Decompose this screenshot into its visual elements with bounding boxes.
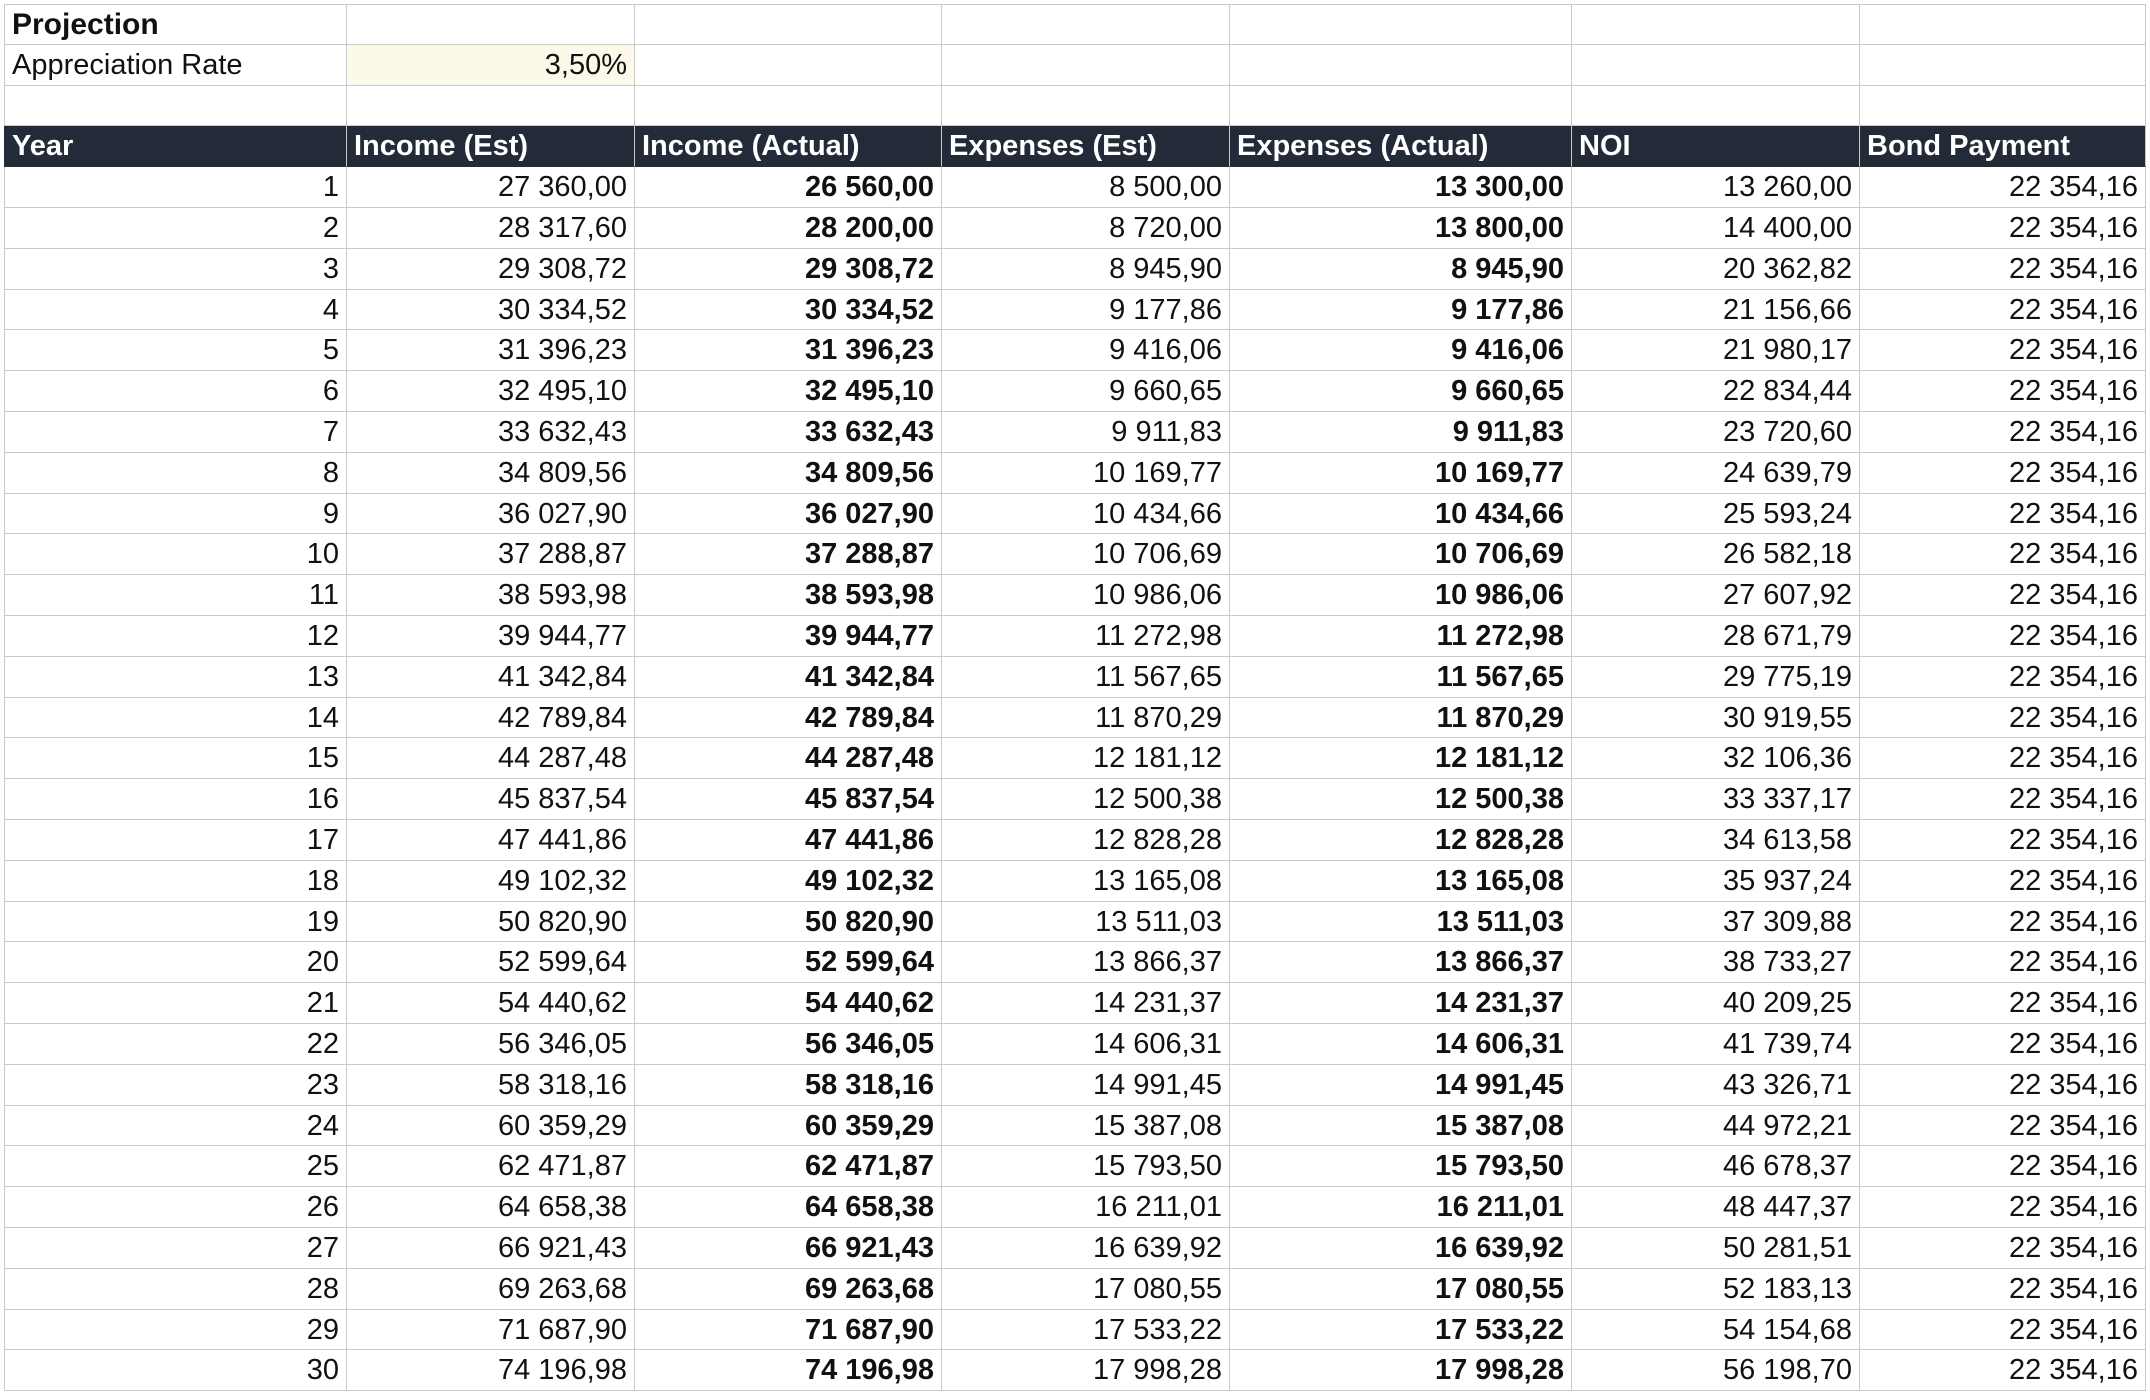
noi-cell[interactable]: 37 309,88 [1572,902,1860,943]
income-est-cell[interactable]: 36 027,90 [347,494,635,535]
expenses-est-cell[interactable]: 10 986,06 [942,575,1230,616]
expenses-actual-cell[interactable]: 10 706,69 [1230,534,1572,575]
income-actual-cell[interactable]: 37 288,87 [635,534,942,575]
income-est-cell[interactable]: 69 263,68 [347,1269,635,1310]
table-row [4,1310,2146,1351]
income-actual-cell[interactable]: 28 200,00 [635,208,942,249]
table-row [4,1065,2146,1106]
expenses-actual-cell[interactable]: 9 911,83 [1230,412,1572,453]
noi-cell[interactable]: 26 582,18 [1572,534,1860,575]
table-row [4,330,2146,371]
expenses-est-cell[interactable]: 8 500,00 [942,167,1230,208]
income-est-cell[interactable]: 38 593,98 [347,575,635,616]
year-cell[interactable]: 8 [4,453,347,494]
income-actual-cell[interactable]: 45 837,54 [635,779,942,820]
expenses-actual-cell[interactable]: 16 639,92 [1230,1228,1572,1269]
expenses-actual-cell[interactable]: 11 870,29 [1230,698,1572,739]
year-cell[interactable]: 4 [4,290,347,331]
income-actual-cell[interactable]: 50 820,90 [635,902,942,943]
noi-cell[interactable]: 46 678,37 [1572,1146,1860,1187]
table-row [4,167,2146,208]
noi-cell[interactable]: 27 607,92 [1572,575,1860,616]
expenses-actual-cell[interactable]: 9 177,86 [1230,290,1572,331]
bond-payment-cell[interactable]: 22 354,16 [1860,1228,2146,1269]
bond-payment-cell[interactable]: 22 354,16 [1860,453,2146,494]
empty-cell[interactable] [1860,86,2146,127]
expenses-actual-cell[interactable]: 9 416,06 [1230,330,1572,371]
noi-cell[interactable]: 48 447,37 [1572,1187,1860,1228]
empty-cell[interactable] [635,86,942,127]
noi-cell[interactable]: 21 156,66 [1572,290,1860,331]
expenses-est-cell[interactable]: 15 793,50 [942,1146,1230,1187]
empty-cell[interactable] [1572,4,1860,45]
income-actual-cell[interactable]: 66 921,43 [635,1228,942,1269]
table-row [4,1350,2146,1391]
empty-cell[interactable] [635,4,942,45]
noi-cell[interactable]: 50 281,51 [1572,1228,1860,1269]
bond-payment-cell[interactable]: 22 354,16 [1860,902,2146,943]
expenses-est-cell[interactable]: 14 231,37 [942,983,1230,1024]
expenses-actual-cell[interactable]: 13 866,37 [1230,942,1572,983]
income-actual-cell[interactable]: 58 318,16 [635,1065,942,1106]
income-est-cell[interactable]: 50 820,90 [347,902,635,943]
expenses-actual-cell[interactable]: 17 998,28 [1230,1350,1572,1391]
income-est-cell[interactable]: 64 658,38 [347,1187,635,1228]
expenses-est-cell[interactable]: 10 434,66 [942,494,1230,535]
table-row [4,942,2146,983]
year-cell[interactable]: 16 [4,779,347,820]
income-actual-cell[interactable]: 31 396,23 [635,330,942,371]
table-row [4,738,2146,779]
expenses-est-cell[interactable]: 9 177,86 [942,290,1230,331]
year-cell[interactable]: 21 [4,983,347,1024]
expenses-est-cell[interactable]: 15 387,08 [942,1106,1230,1147]
year-cell[interactable]: 14 [4,698,347,739]
table-row [4,657,2146,698]
year-cell[interactable]: 10 [4,534,347,575]
bond-payment-cell[interactable]: 22 354,16 [1860,983,2146,1024]
expenses-est-cell[interactable]: 17 998,28 [942,1350,1230,1391]
noi-cell[interactable]: 56 198,70 [1572,1350,1860,1391]
income-est-cell[interactable]: 74 196,98 [347,1350,635,1391]
expenses-est-cell[interactable]: 14 606,31 [942,1024,1230,1065]
table-row [4,249,2146,290]
year-cell[interactable]: 24 [4,1106,347,1147]
expenses-actual-cell[interactable]: 16 211,01 [1230,1187,1572,1228]
income-actual-cell[interactable]: 62 471,87 [635,1146,942,1187]
bond-payment-cell[interactable]: 22 354,16 [1860,861,2146,902]
noi-cell[interactable]: 32 106,36 [1572,738,1860,779]
bond-payment-cell[interactable]: 22 354,16 [1860,167,2146,208]
empty-cell[interactable] [1860,4,2146,45]
table-row [4,371,2146,412]
noi-cell[interactable]: 52 183,13 [1572,1269,1860,1310]
table-row [4,1187,2146,1228]
expenses-actual-cell[interactable]: 13 511,03 [1230,902,1572,943]
expenses-actual-cell[interactable]: 17 080,55 [1230,1269,1572,1310]
expenses-actual-cell[interactable]: 15 387,08 [1230,1106,1572,1147]
income-est-cell[interactable]: 27 360,00 [347,167,635,208]
empty-cell[interactable] [1572,86,1860,127]
appreciation-label-cell[interactable]: Appreciation Rate [4,45,347,86]
empty-cell[interactable] [942,4,1230,45]
table-row [4,494,2146,535]
income-actual-cell[interactable]: 33 632,43 [635,412,942,453]
expenses-est-cell[interactable]: 8 720,00 [942,208,1230,249]
bond-payment-cell[interactable]: 22 354,16 [1860,494,2146,535]
expenses-actual-cell[interactable]: 11 272,98 [1230,616,1572,657]
sheet-row-projection [4,4,2146,45]
header-year[interactable]: Year [4,126,347,167]
income-actual-cell[interactable]: 29 308,72 [635,249,942,290]
header-income-est[interactable]: Income (Est) [347,126,635,167]
expenses-est-cell[interactable]: 12 181,12 [942,738,1230,779]
income-actual-cell[interactable]: 38 593,98 [635,575,942,616]
header-income-actual[interactable]: Income (Actual) [635,126,942,167]
noi-cell[interactable]: 43 326,71 [1572,1065,1860,1106]
income-actual-cell[interactable]: 34 809,56 [635,453,942,494]
expenses-actual-cell[interactable]: 12 828,28 [1230,820,1572,861]
noi-cell[interactable]: 25 593,24 [1572,494,1860,535]
bond-payment-cell[interactable]: 22 354,16 [1860,1146,2146,1187]
table-row [4,575,2146,616]
income-est-cell[interactable]: 31 396,23 [347,330,635,371]
expenses-est-cell[interactable]: 14 991,45 [942,1065,1230,1106]
table-row [4,861,2146,902]
expenses-est-cell[interactable]: 13 511,03 [942,902,1230,943]
expenses-actual-cell[interactable]: 15 793,50 [1230,1146,1572,1187]
bond-payment-cell[interactable]: 22 354,16 [1860,698,2146,739]
income-actual-cell[interactable]: 71 687,90 [635,1310,942,1351]
noi-cell[interactable]: 38 733,27 [1572,942,1860,983]
expenses-actual-cell[interactable]: 14 606,31 [1230,1024,1572,1065]
noi-cell[interactable]: 20 362,82 [1572,249,1860,290]
income-est-cell[interactable]: 37 288,87 [347,534,635,575]
year-cell[interactable]: 30 [4,1350,347,1391]
year-cell[interactable]: 26 [4,1187,347,1228]
noi-cell[interactable]: 22 834,44 [1572,371,1860,412]
year-cell[interactable]: 18 [4,861,347,902]
year-cell[interactable]: 25 [4,1146,347,1187]
year-cell[interactable]: 13 [4,657,347,698]
income-actual-cell[interactable]: 52 599,64 [635,942,942,983]
expenses-est-cell[interactable]: 9 911,83 [942,412,1230,453]
empty-cell[interactable] [1572,45,1860,86]
year-cell[interactable]: 22 [4,1024,347,1065]
noi-cell[interactable]: 24 639,79 [1572,453,1860,494]
income-est-cell[interactable]: 47 441,86 [347,820,635,861]
table-row [4,616,2146,657]
income-est-cell[interactable]: 49 102,32 [347,861,635,902]
bond-payment-cell[interactable]: 22 354,16 [1860,942,2146,983]
expenses-actual-cell[interactable]: 13 800,00 [1230,208,1572,249]
bond-payment-cell[interactable]: 22 354,16 [1860,249,2146,290]
expenses-est-cell[interactable]: 9 660,65 [942,371,1230,412]
income-actual-cell[interactable]: 64 658,38 [635,1187,942,1228]
bond-payment-cell[interactable]: 22 354,16 [1860,208,2146,249]
expenses-est-cell[interactable]: 10 706,69 [942,534,1230,575]
projection-title-cell[interactable]: Projection [4,4,347,45]
table-row [4,208,2146,249]
noi-cell[interactable]: 13 260,00 [1572,167,1860,208]
income-actual-cell[interactable]: 56 346,05 [635,1024,942,1065]
expenses-actual-cell[interactable]: 13 165,08 [1230,861,1572,902]
year-cell[interactable]: 28 [4,1269,347,1310]
income-actual-cell[interactable]: 74 196,98 [635,1350,942,1391]
income-est-cell[interactable]: 42 789,84 [347,698,635,739]
bond-payment-cell[interactable]: 22 354,16 [1860,1310,2146,1351]
noi-cell[interactable]: 30 919,55 [1572,698,1860,739]
bond-payment-cell[interactable]: 22 354,16 [1860,738,2146,779]
income-est-cell[interactable]: 44 287,48 [347,738,635,779]
year-cell[interactable]: 27 [4,1228,347,1269]
bond-payment-cell[interactable]: 22 354,16 [1860,1065,2146,1106]
expenses-est-cell[interactable]: 11 870,29 [942,698,1230,739]
expenses-est-cell[interactable]: 8 945,90 [942,249,1230,290]
expenses-actual-cell[interactable]: 9 660,65 [1230,371,1572,412]
noi-cell[interactable]: 35 937,24 [1572,861,1860,902]
expenses-actual-cell[interactable]: 14 991,45 [1230,1065,1572,1106]
empty-cell[interactable] [942,45,1230,86]
income-actual-cell[interactable]: 32 495,10 [635,371,942,412]
year-cell[interactable]: 12 [4,616,347,657]
income-est-cell[interactable]: 39 944,77 [347,616,635,657]
year-cell[interactable]: 6 [4,371,347,412]
expenses-est-cell[interactable]: 16 211,01 [942,1187,1230,1228]
table-row [4,1228,2146,1269]
expenses-actual-cell[interactable]: 10 434,66 [1230,494,1572,535]
expenses-est-cell[interactable]: 9 416,06 [942,330,1230,371]
income-actual-cell[interactable]: 60 359,29 [635,1106,942,1147]
noi-cell[interactable]: 34 613,58 [1572,820,1860,861]
bond-payment-cell[interactable]: 22 354,16 [1860,1106,2146,1147]
year-cell[interactable]: 15 [4,738,347,779]
income-est-cell[interactable]: 34 809,56 [347,453,635,494]
income-est-cell[interactable]: 32 495,10 [347,371,635,412]
table-row [4,983,2146,1024]
header-expenses-est[interactable]: Expenses (Est) [942,126,1230,167]
year-cell[interactable]: 17 [4,820,347,861]
income-est-cell[interactable]: 54 440,62 [347,983,635,1024]
expenses-actual-cell[interactable]: 10 986,06 [1230,575,1572,616]
noi-cell[interactable]: 21 980,17 [1572,330,1860,371]
empty-cell[interactable] [4,86,347,127]
year-cell[interactable]: 5 [4,330,347,371]
expenses-est-cell[interactable]: 13 866,37 [942,942,1230,983]
bond-payment-cell[interactable]: 22 354,16 [1860,575,2146,616]
empty-cell[interactable] [1860,45,2146,86]
income-actual-cell[interactable]: 69 263,68 [635,1269,942,1310]
header-bond-payment[interactable]: Bond Payment [1860,126,2146,167]
year-cell[interactable]: 1 [4,167,347,208]
noi-cell[interactable]: 28 671,79 [1572,616,1860,657]
income-est-cell[interactable]: 41 342,84 [347,657,635,698]
expenses-est-cell[interactable]: 12 500,38 [942,779,1230,820]
income-est-cell[interactable]: 62 471,87 [347,1146,635,1187]
income-actual-cell[interactable]: 30 334,52 [635,290,942,331]
sheet-row-blank [4,86,2146,127]
table-row [4,412,2146,453]
year-cell[interactable]: 23 [4,1065,347,1106]
empty-cell[interactable] [1230,4,1572,45]
income-est-cell[interactable]: 28 317,60 [347,208,635,249]
income-actual-cell[interactable]: 26 560,00 [635,167,942,208]
expenses-est-cell[interactable]: 11 272,98 [942,616,1230,657]
table-row [4,1024,2146,1065]
sheet-row-appreciation [4,45,2146,86]
bond-payment-cell[interactable]: 22 354,16 [1860,1187,2146,1228]
income-est-cell[interactable]: 71 687,90 [347,1310,635,1351]
income-actual-cell[interactable]: 36 027,90 [635,494,942,535]
income-est-cell[interactable]: 30 334,52 [347,290,635,331]
expenses-est-cell[interactable]: 13 165,08 [942,861,1230,902]
empty-cell[interactable] [1230,86,1572,127]
income-est-cell[interactable]: 29 308,72 [347,249,635,290]
expenses-actual-cell[interactable]: 10 169,77 [1230,453,1572,494]
expenses-actual-cell[interactable]: 12 500,38 [1230,779,1572,820]
empty-cell[interactable] [942,86,1230,127]
expenses-actual-cell[interactable]: 12 181,12 [1230,738,1572,779]
income-est-cell[interactable]: 33 632,43 [347,412,635,453]
empty-cell[interactable] [635,45,942,86]
noi-cell[interactable]: 14 400,00 [1572,208,1860,249]
noi-cell[interactable]: 23 720,60 [1572,412,1860,453]
bond-payment-cell[interactable]: 22 354,16 [1860,820,2146,861]
expenses-est-cell[interactable]: 17 533,22 [942,1310,1230,1351]
bond-payment-cell[interactable]: 22 354,16 [1860,1024,2146,1065]
appreciation-rate-input[interactable]: 3,50% [347,45,635,86]
income-est-cell[interactable]: 56 346,05 [347,1024,635,1065]
year-cell[interactable]: 11 [4,575,347,616]
noi-cell[interactable]: 54 154,68 [1572,1310,1860,1351]
empty-cell[interactable] [347,86,635,127]
expenses-actual-cell[interactable]: 8 945,90 [1230,249,1572,290]
table-row [4,1269,2146,1310]
income-est-cell[interactable]: 58 318,16 [347,1065,635,1106]
table-body [4,167,2146,1391]
table-row [4,779,2146,820]
income-actual-cell[interactable]: 49 102,32 [635,861,942,902]
expenses-actual-cell[interactable]: 13 300,00 [1230,167,1572,208]
noi-cell[interactable]: 33 337,17 [1572,779,1860,820]
income-est-cell[interactable]: 60 359,29 [347,1106,635,1147]
noi-cell[interactable]: 44 972,21 [1572,1106,1860,1147]
expenses-actual-cell[interactable]: 14 231,37 [1230,983,1572,1024]
year-cell[interactable]: 29 [4,1310,347,1351]
income-est-cell[interactable]: 45 837,54 [347,779,635,820]
expenses-est-cell[interactable]: 16 639,92 [942,1228,1230,1269]
bond-payment-cell[interactable]: 22 354,16 [1860,330,2146,371]
expenses-est-cell[interactable]: 10 169,77 [942,453,1230,494]
year-cell[interactable]: 7 [4,412,347,453]
expenses-est-cell[interactable]: 12 828,28 [942,820,1230,861]
table-row [4,534,2146,575]
bond-payment-cell[interactable]: 22 354,16 [1860,779,2146,820]
expenses-actual-cell[interactable]: 17 533,22 [1230,1310,1572,1351]
income-actual-cell[interactable]: 54 440,62 [635,983,942,1024]
income-actual-cell[interactable]: 47 441,86 [635,820,942,861]
year-cell[interactable]: 20 [4,942,347,983]
spreadsheet-grid [4,4,2146,1391]
empty-cell[interactable] [1230,45,1572,86]
bond-payment-cell[interactable]: 22 354,16 [1860,1350,2146,1391]
table-row [4,698,2146,739]
table-row [4,1146,2146,1187]
table-row [4,1106,2146,1147]
bond-payment-cell[interactable]: 22 354,16 [1860,1269,2146,1310]
table-row [4,902,2146,943]
year-cell[interactable]: 2 [4,208,347,249]
bond-payment-cell[interactable]: 22 354,16 [1860,657,2146,698]
table-header-row [4,126,2146,167]
bond-payment-cell[interactable]: 22 354,16 [1860,371,2146,412]
table-row [4,290,2146,331]
year-cell[interactable]: 3 [4,249,347,290]
year-cell[interactable]: 9 [4,494,347,535]
income-actual-cell[interactable]: 44 287,48 [635,738,942,779]
noi-cell[interactable]: 41 739,74 [1572,1024,1860,1065]
bond-payment-cell[interactable]: 22 354,16 [1860,290,2146,331]
bond-payment-cell[interactable]: 22 354,16 [1860,534,2146,575]
table-row [4,453,2146,494]
expenses-actual-cell[interactable]: 11 567,65 [1230,657,1572,698]
noi-cell[interactable]: 29 775,19 [1572,657,1860,698]
expenses-est-cell[interactable]: 11 567,65 [942,657,1230,698]
empty-cell[interactable] [347,4,635,45]
expenses-est-cell[interactable]: 17 080,55 [942,1269,1230,1310]
income-est-cell[interactable]: 66 921,43 [347,1228,635,1269]
table-row [4,820,2146,861]
header-noi[interactable]: NOI [1572,126,1860,167]
bond-payment-cell[interactable]: 22 354,16 [1860,412,2146,453]
bond-payment-cell[interactable]: 22 354,16 [1860,616,2146,657]
income-actual-cell[interactable]: 42 789,84 [635,698,942,739]
income-actual-cell[interactable]: 39 944,77 [635,616,942,657]
noi-cell[interactable]: 40 209,25 [1572,983,1860,1024]
year-cell[interactable]: 19 [4,902,347,943]
header-expenses-actual[interactable]: Expenses (Actual) [1230,126,1572,167]
income-est-cell[interactable]: 52 599,64 [347,942,635,983]
income-actual-cell[interactable]: 41 342,84 [635,657,942,698]
